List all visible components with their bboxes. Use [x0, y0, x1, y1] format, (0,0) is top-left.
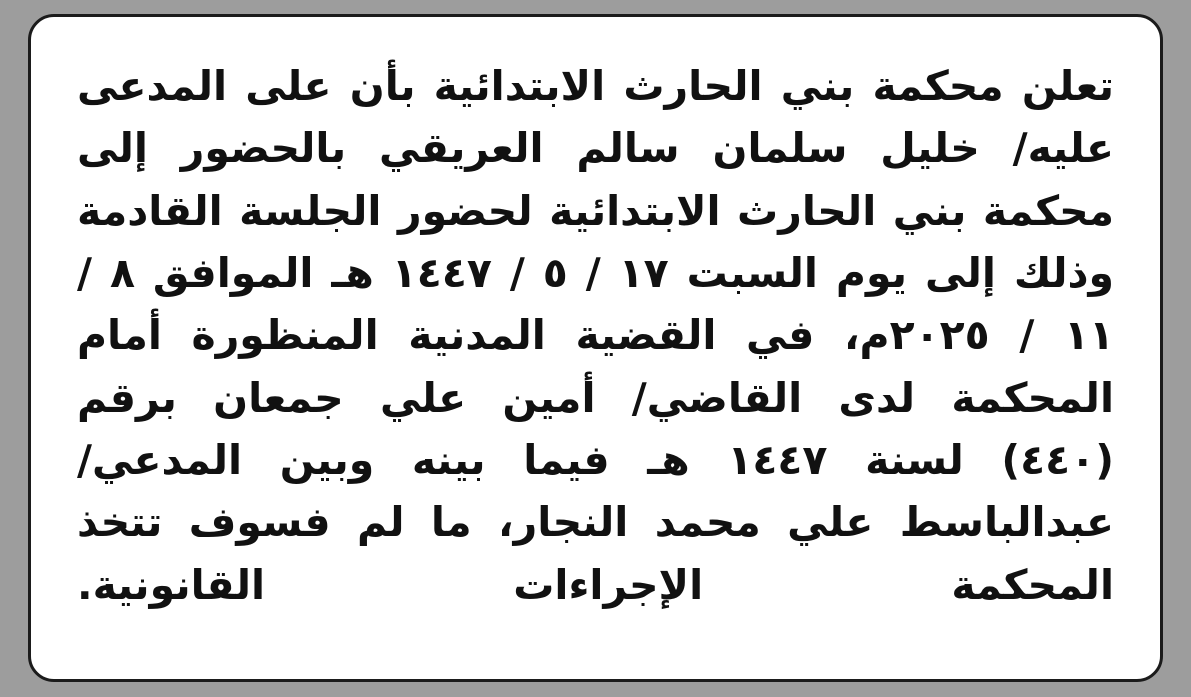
court-notice-text: تعلن محكمة بني الحارث الابتدائية بأن على المدعى عليه/ خليل سلمان سالم العريقي بالحضور إلى محكمة بني الحارث الابتدائية لحضور الجلسة القادمة وذلك إلى يوم السبت ١٧ / ٥ / ١٤٤٧ هـ الموافق ٨ / ١١ / ٢٠٢٥م، في القضية المدنية المنظورة أمام المحكمة لدى القاضي/ أمين علي جمعان برقم (٤٤٠) لسنة ١٤٤٧ هـ فيما بينه وبين المدعي/ عبدالباسط علي محمد النجار، ما لم فسوف تتخذ المحكمة الإجراءات القانونية.: [77, 62, 1114, 609]
court-notice-card: [28, 14, 1163, 682]
